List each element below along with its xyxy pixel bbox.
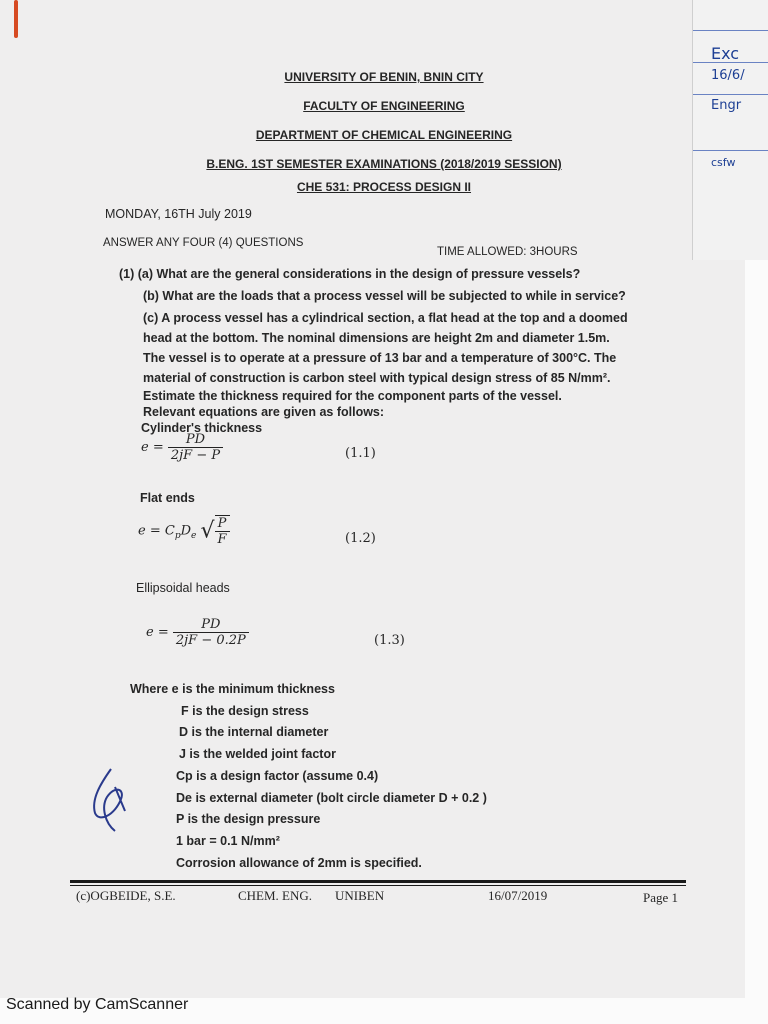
question-1c-line: Relevant equations are given as follows:	[143, 405, 385, 419]
definition-item: De is external diameter (bolt circle diameter D + 0.2 )	[176, 791, 487, 805]
sqrt-sign: √	[200, 518, 215, 544]
definition-item: F is the design stress	[181, 704, 309, 718]
department-title: DEPARTMENT OF CHEMICAL ENGINEERING	[255, 128, 513, 142]
equation-1-1	[141, 432, 223, 463]
eq2-subscript-e: e	[191, 531, 197, 542]
footer-dept: CHEM. ENG.	[238, 888, 313, 903]
definition-item: P is the design pressure	[176, 812, 321, 826]
footer-page: Page 1	[643, 890, 679, 905]
definition-item: J is the welded joint factor	[179, 747, 336, 761]
definition-item: Cp is a design factor (assume 0.4)	[176, 769, 379, 783]
question-1c-line: Estimate the thickness required for the component parts of the vessel.	[143, 389, 562, 403]
faculty-title: FACULTY OF ENGINEERING	[303, 99, 465, 113]
flat-ends-label: Flat ends	[140, 491, 195, 505]
eq1-denominator: 2jF − P	[170, 448, 221, 463]
eq2-subscript-p: p	[174, 531, 181, 542]
eq2-number: (1.2)	[345, 531, 376, 546]
red-mark	[14, 0, 18, 38]
question-1a: (1) (a) What are the general considerations in the design of pressure vessels?	[119, 267, 581, 281]
question-1b: (b) What are the loads that a process vessel will be subjected to while in service?	[143, 289, 626, 303]
question-1c-line: head at the bottom. The nominal dimensions are height 2m and diameter 1.5m.	[143, 331, 610, 345]
scanner-watermark: Scanned by CamScanner	[6, 996, 189, 1013]
eq1-number: (1.1)	[345, 446, 376, 461]
time-allowed: TIME ALLOWED: 3HOURS	[437, 246, 578, 258]
university-title: UNIVERSITY OF BENIN, BNIN CITY	[284, 70, 484, 84]
footer-author: (c)OGBEIDE, S.E.	[76, 888, 176, 903]
question-1c-line: (c) A process vessel has a cylindrical section, a flat head at the top and a doomed	[143, 311, 628, 325]
eq3-number: (1.3)	[374, 633, 405, 648]
exam-date: MONDAY, 16TH July 2019	[105, 207, 252, 221]
course-title: CHE 531: PROCESS DESIGN II	[296, 180, 472, 194]
instructions: ANSWER ANY FOUR (4) QUESTIONS	[103, 237, 304, 249]
eq2-d: D	[180, 523, 192, 539]
footer-uni: UNIBEN	[335, 888, 385, 903]
eq2-lhs: e = C	[138, 523, 175, 539]
margin-note: Engr	[711, 98, 742, 113]
eq3-denominator: 2jF − 0.2P	[175, 633, 246, 648]
equation-1-2	[138, 515, 230, 547]
question-1c-line: material of construction is carbon steel with typical design stress of 85 N/mm².	[143, 371, 611, 385]
definition-item: D is the internal diameter	[179, 725, 329, 739]
eq1-lhs: e =	[141, 440, 164, 455]
margin-note: csfw	[711, 156, 736, 169]
eq3-numerator: PD	[173, 617, 249, 633]
margin-note: 16/6/	[711, 68, 745, 83]
footer-rule-thin	[70, 885, 686, 886]
definition-item: Corrosion allowance of 2mm is specified.	[176, 856, 422, 870]
margin-note: Exc	[711, 44, 740, 63]
eq2-numerator: P	[215, 516, 230, 532]
ellipsoidal-label: Ellipsoidal heads	[136, 581, 230, 595]
handwritten-signature	[85, 765, 135, 835]
equation-1-3	[146, 617, 249, 648]
definition-item: 1 bar = 0.1 N/mm²	[176, 834, 280, 848]
definitions-intro: Where e is the minimum thickness	[130, 682, 335, 696]
eq1-numerator: PD	[168, 432, 223, 448]
eq3-lhs: e =	[146, 625, 169, 640]
question-1c-line: The vessel is to operate at a pressure of 13 bar and a temperature of 300°C. The	[143, 351, 617, 365]
cylinder-label: Cylinder's thickness	[141, 421, 263, 435]
footer-rule-thick	[70, 880, 686, 883]
eq2-denominator: F	[217, 532, 227, 547]
footer-date: 16/07/2019	[488, 888, 548, 903]
exam-title: B.ENG. 1ST SEMESTER EXAMINATIONS (2018/2019 SESSION)	[206, 157, 562, 171]
